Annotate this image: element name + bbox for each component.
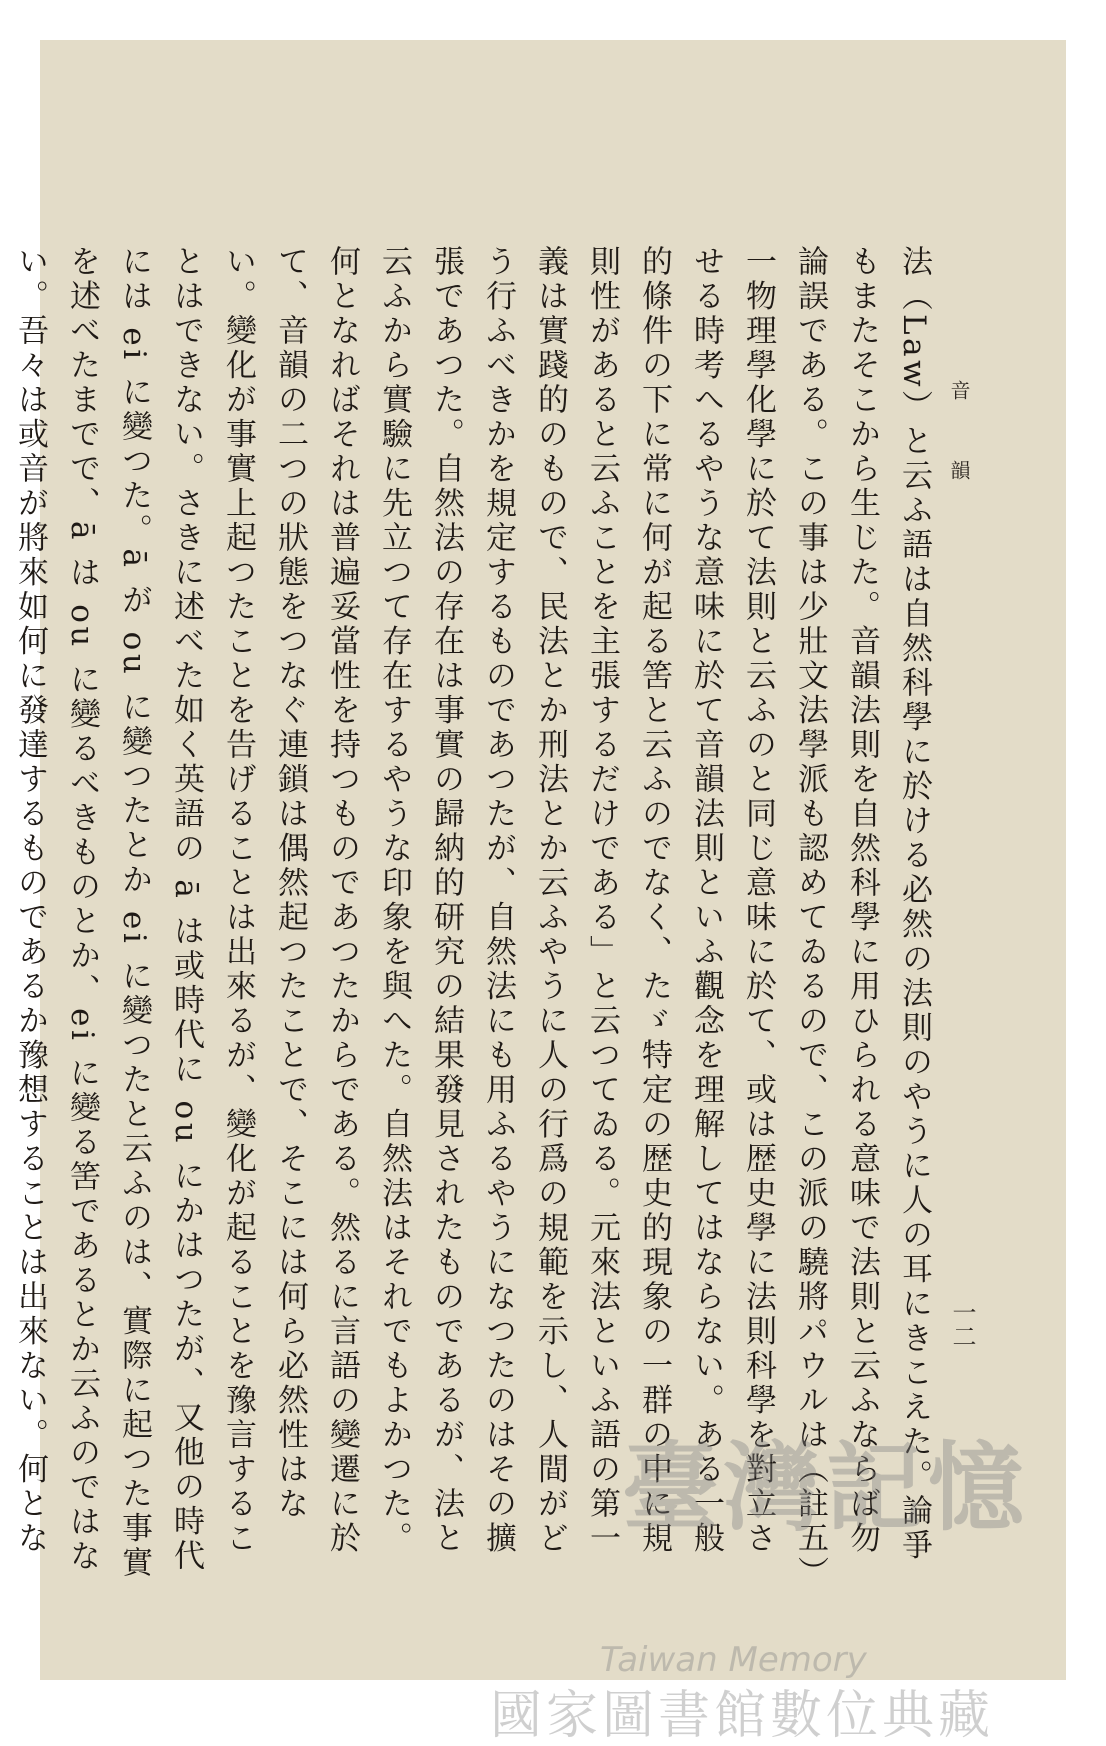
watermark-latin-text: Taiwan Memory — [600, 1640, 867, 1680]
page-number: 一二 — [948, 1300, 976, 1348]
watermark-logo: 臺灣記憶 — [622, 1431, 1030, 1544]
body-text — [12, 245, 940, 1585]
running-header-title: 音韻 — [947, 380, 971, 540]
paragraph: 法（Law）と云ふ語は自然科學に於ける必然の法則のやうに人の耳にきこえた。論爭もまたそこから生じた。音韻法則を自然科學に用ひられる意味で法則と云ふならば勿論誤である。この事は少壯文法學派も認めてゐるので、この派の驍將パウルは（註五）一物理學化學に於て法則と云ふのと同じ意味に於て、或は歴史學に法則科學を對立させる時考へるやうな意味に於て音韻法則といふ觀念を理解してはならない。ある一般的條件の下に常に何が起る筈と云ふのでなく、たゞ特定の歴史的現象の一群の中に規則性があると云ふことを主張するだけである」と云つてゐる。元來法といふ語の第一義は實踐的のもので、民法とか刑法とか云ふやうに人の行爲の規範を示し、人間がどう行ふべきかを規定するものであつたが、自然法にも用ふるやうになつたのはその擴張であつた。自然法の存在は事實の歸納的研究の結果發見されたものであるが、法と云ふから實驗に先立つて存在するやうな印象を與へた。自然法はそれでもよかつた。何となればそれは普遍妥當性を持つものであつたからである。然るに言語の變遷に於て、音韻の二つの狀態をつなぐ連鎖は偶然起つたことで、そこには何ら必然性はない。變化が事實上起つたことを告げることは出來るが、變化が起ることを豫言することはできない。さきに述べた如く英語の ā は或時代に ou にかはつたが、又他の時代には ei に變つた。ā が ou に變つたとか ei に變つたと云ふのは、實際に起つた事實を述べたまでで、ā は ou に變るべきものとか、ei に變る筈であるとか云ふのではない。吾々は或音が將來如何に發達するものであるか豫想することは出來ない。何とな — [12, 245, 932, 1581]
watermark-institution-name: 國家圖書館數位典藏 — [490, 1686, 995, 1746]
